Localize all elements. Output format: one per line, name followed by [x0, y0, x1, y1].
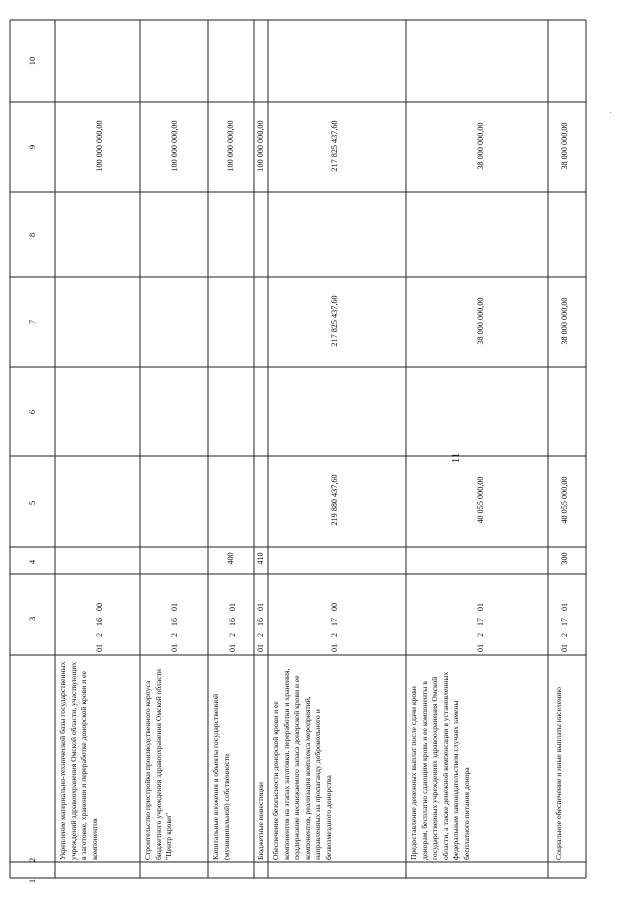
row-name: Обеспечение безопасности донорской крови и ее компонентов на этапах заготовки, переработки и хранения, поддержание неснижаемого запаса донорской крови и ее компонентов, реализация комплекса мероприятий, направленных на пропаганду добровольного и безвозмездного донорства: [271, 668, 333, 860]
row-code: 01 2 16 01: [256, 603, 265, 652]
row-value-col4: 410: [256, 552, 265, 565]
header-col-6-label: 6: [27, 409, 37, 415]
row-value-col7: 217 825 437,60: [330, 295, 339, 347]
row-value-col4: 300: [560, 552, 569, 565]
row-code: 01 2 16 01: [170, 603, 179, 652]
row-value-col5: 219 880 437,60: [330, 474, 339, 526]
row-value-col7: 38 000 000,00: [476, 297, 485, 345]
row-value-col9: 38 000 000,00: [560, 122, 569, 170]
row-name: Капитальные вложения в объекты государственной (муниципальной) собственности: [211, 693, 231, 860]
row-value-col5: 40 055 000,00: [476, 476, 485, 524]
header-col-9-label: 9: [27, 144, 37, 150]
row-value-col4: 400: [226, 552, 235, 565]
row-code: 01 2 17 01: [476, 603, 485, 652]
header-col-4-label: 4: [27, 559, 37, 565]
header-col-2-label: 2: [27, 857, 37, 863]
header-col-7-label: 7: [27, 319, 37, 325]
row-name: Укрепление материально-технической базы государственных учреждений здравоохранения Омской области, участвующих в заготовке, хранении и переработке донорской крови и ее компонентов: [58, 661, 99, 860]
page-number: 11: [450, 452, 462, 464]
row-name: Социальное обеспечение и иные выплаты населению: [554, 687, 563, 860]
header-col-5-label: 5: [27, 500, 37, 506]
header-col-1-label: 1: [27, 878, 37, 884]
row-value-col5: 40 055 000,00: [560, 476, 569, 524]
row-value-col7: 38 000 000,00: [560, 297, 569, 345]
header-col-3-label: 3: [27, 616, 37, 622]
header-col-1: [11, 876, 54, 890]
row-name: Строительство пристройки производственного корпуса бюджетного учреждения здравоохранения Омской области "Центр крови": [143, 669, 174, 860]
row-name: Бюджетные инвестиции: [256, 782, 265, 860]
header-col-8-label: 8: [27, 232, 37, 238]
row-value-col9: 100 000 000,00: [95, 120, 104, 172]
row-value-col9: 217 825 437,60: [330, 120, 339, 172]
row-value-col9: 100 000 000,00: [226, 120, 235, 172]
row-code: 01 2 17 01: [560, 603, 569, 652]
row-value-col9: 100 000 000,00: [256, 120, 265, 172]
row-value-col9: 100 000 000,00: [170, 120, 179, 172]
row-code: 01 2 16 01: [228, 603, 237, 652]
row-value-col9: 38 000 000,00: [476, 122, 485, 170]
row-name: Предоставление денежных выплат после сдачи крови донорам, бесплатно сдающим кровь и ее компоненты в государственных учреждениях здравоохранения Омской области, а также денежной компенсации в установленных федеральным законодательством случаях замены бесплатного питания донора: [409, 671, 471, 860]
row-code: 01 2 16 00: [95, 603, 104, 652]
row-code: 01 2 17 00: [330, 603, 339, 652]
header-col-10-label: 10: [27, 56, 37, 66]
